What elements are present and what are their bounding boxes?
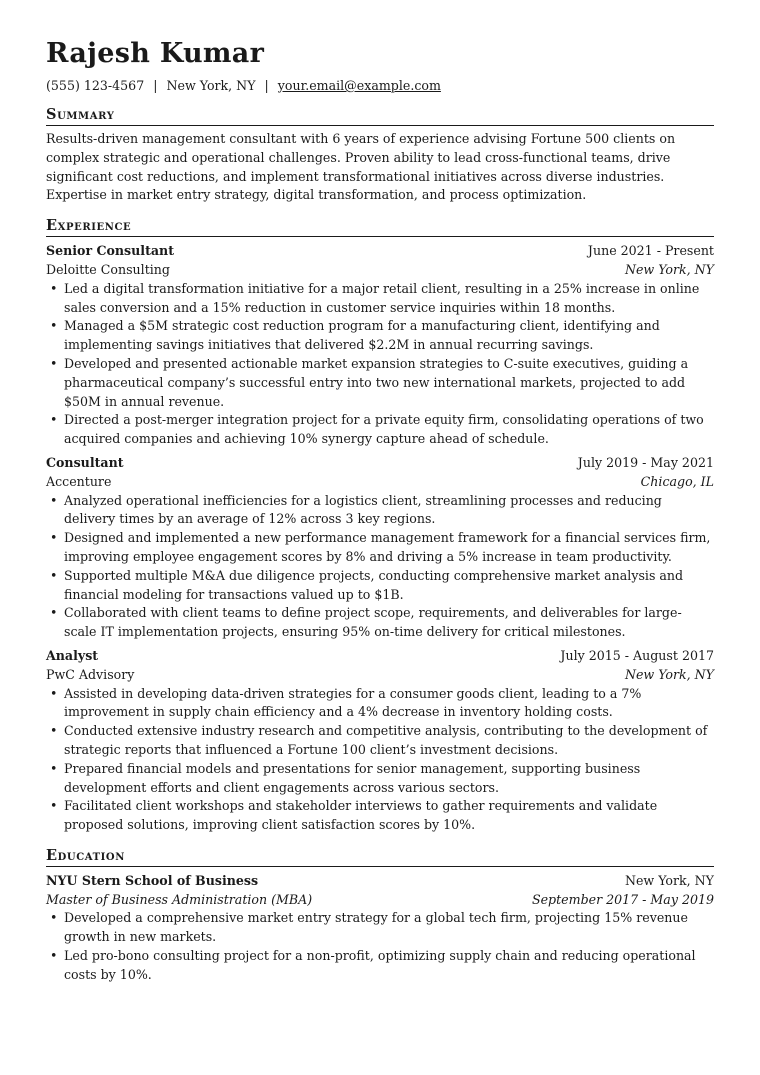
bullet-item: • Conducted extensive industry research and competitive analysis, contributing to the development of strategic reports that influenced a Fortune 100 client’s investment decisions. [46, 722, 714, 760]
bullet-item: • Managed a $5M strategic cost reduction program for a manufacturing client, identifying and implementing savings initiatives that delivered $2.2M in annual recurring savings. [46, 317, 714, 355]
summary-text: Results-driven management consultant with 6 years of experience advising Fortune 500 clients on complex strategic and operational challenges. Proven ability to lead cross-functional teams, drive significant cost reductions, and implement transformational initiatives across diverse industries. Expertise in market entry strategy, digital transformation, and process optimization. [46, 131, 676, 203]
degree-dates: September 2017 - May 2019 [531, 891, 714, 907]
bullet-item: • Developed and presented actionable market expansion strategies to C-suite executives, guiding a pharmaceutical company’s successful entry into two new international markets, projected to add $50M in annual revenue. [46, 355, 714, 411]
job-location: New York, NY [624, 261, 714, 277]
job-location: Chicago, IL [640, 473, 714, 489]
section-heading-summary: Summary [46, 106, 714, 126]
job-header-row [46, 454, 714, 473]
job-company-row [46, 473, 714, 492]
bullet-item: • Developed a comprehensive market entry strategy for a global tech firm, projecting 15% revenue growth in new markets. [46, 909, 714, 947]
education-bullets [46, 909, 714, 984]
job-company-row [46, 261, 714, 280]
bullet-item: • Led pro-bono consulting project for a non-profit, optimizing supply chain and reducing operational costs by 10%. [46, 947, 714, 985]
bullet-item: • Prepared financial models and presentations for senior management, supporting business development efforts and client engagements across various sectors. [46, 760, 714, 798]
job-bullets [46, 280, 714, 449]
company-name: Accenture [46, 473, 112, 489]
school-location: New York, NY [624, 872, 714, 888]
bullet-item: • Led a digital transformation initiative for a major retail client, resulting in a 25% increase in online sales conversion and a 15% reduction in customer service inquiries within 18 months. [46, 280, 714, 318]
job-entry [46, 647, 714, 835]
job-header-row [46, 242, 714, 261]
contact-separator: | [264, 78, 269, 93]
summary-section [46, 106, 714, 205]
bullet-item: • Collaborated with client teams to define project scope, requirements, and deliverables for large-scale IT implementation projects, ensuring 95% on-time delivery for critical milestones. [46, 604, 714, 642]
contact-line [46, 78, 714, 94]
job-dates: July 2015 - August 2017 [560, 647, 714, 663]
job-dates: July 2019 - May 2021 [577, 454, 714, 470]
education-section [46, 847, 714, 985]
school-name: NYU Stern School of Business [46, 872, 259, 888]
email-link[interactable]: your.email@example.com [277, 78, 441, 93]
job-bullets [46, 685, 714, 835]
education-entry [46, 872, 714, 985]
section-heading-education: Education [46, 847, 714, 867]
degree-name: Master of Business Administration (MBA) [46, 891, 313, 907]
section-heading-experience: Experience [46, 217, 714, 237]
bullet-item: • Designed and implemented a new performance management framework for a financial services firm, improving employee engagement scores by 8% and driving a 5% increase in team productivity. [46, 529, 714, 567]
job-dates: June 2021 - Present [587, 243, 714, 259]
job-title: Analyst [46, 647, 99, 663]
job-entry [46, 242, 714, 449]
bullet-item: • Analyzed operational inefficiencies for a logistics client, streamlining processes and reducing delivery times by an average of 12% across 3 key regions. [46, 492, 714, 530]
location: New York, NY [166, 78, 256, 93]
job-entry [46, 454, 714, 642]
phone-number: (555) 123-4567 [46, 78, 145, 93]
job-company-row [46, 666, 714, 685]
experience-section [46, 217, 714, 835]
school-row [46, 872, 714, 891]
job-bullets [46, 492, 714, 642]
bullet-item: • Directed a post-merger integration project for a private equity firm, consolidating operations of two acquired companies and achieving 10% synergy capture ahead of schedule. [46, 411, 714, 449]
company-name: Deloitte Consulting [46, 261, 170, 277]
job-title: Consultant [46, 454, 124, 470]
job-location: New York, NY [624, 666, 714, 682]
job-title: Senior Consultant [46, 243, 175, 259]
job-header-row [46, 647, 714, 666]
bullet-item: • Supported multiple M&A due diligence projects, conducting comprehensive market analysis and financial modeling for transactions valued up to $1B. [46, 567, 714, 605]
contact-separator: | [153, 78, 158, 93]
degree-row [46, 891, 714, 910]
company-name: PwC Advisory [46, 666, 135, 682]
bullet-item: • Facilitated client workshops and stakeholder interviews to gather requirements and validate proposed solutions, improving client satisfaction scores by 10%. [46, 797, 714, 835]
bullet-item: • Assisted in developing data-driven strategies for a consumer goods client, leading to a 7% improvement in supply chain efficiency and a 4% decrease in inventory holding costs. [46, 685, 714, 723]
candidate-name: Rajesh Kumar [46, 38, 265, 69]
